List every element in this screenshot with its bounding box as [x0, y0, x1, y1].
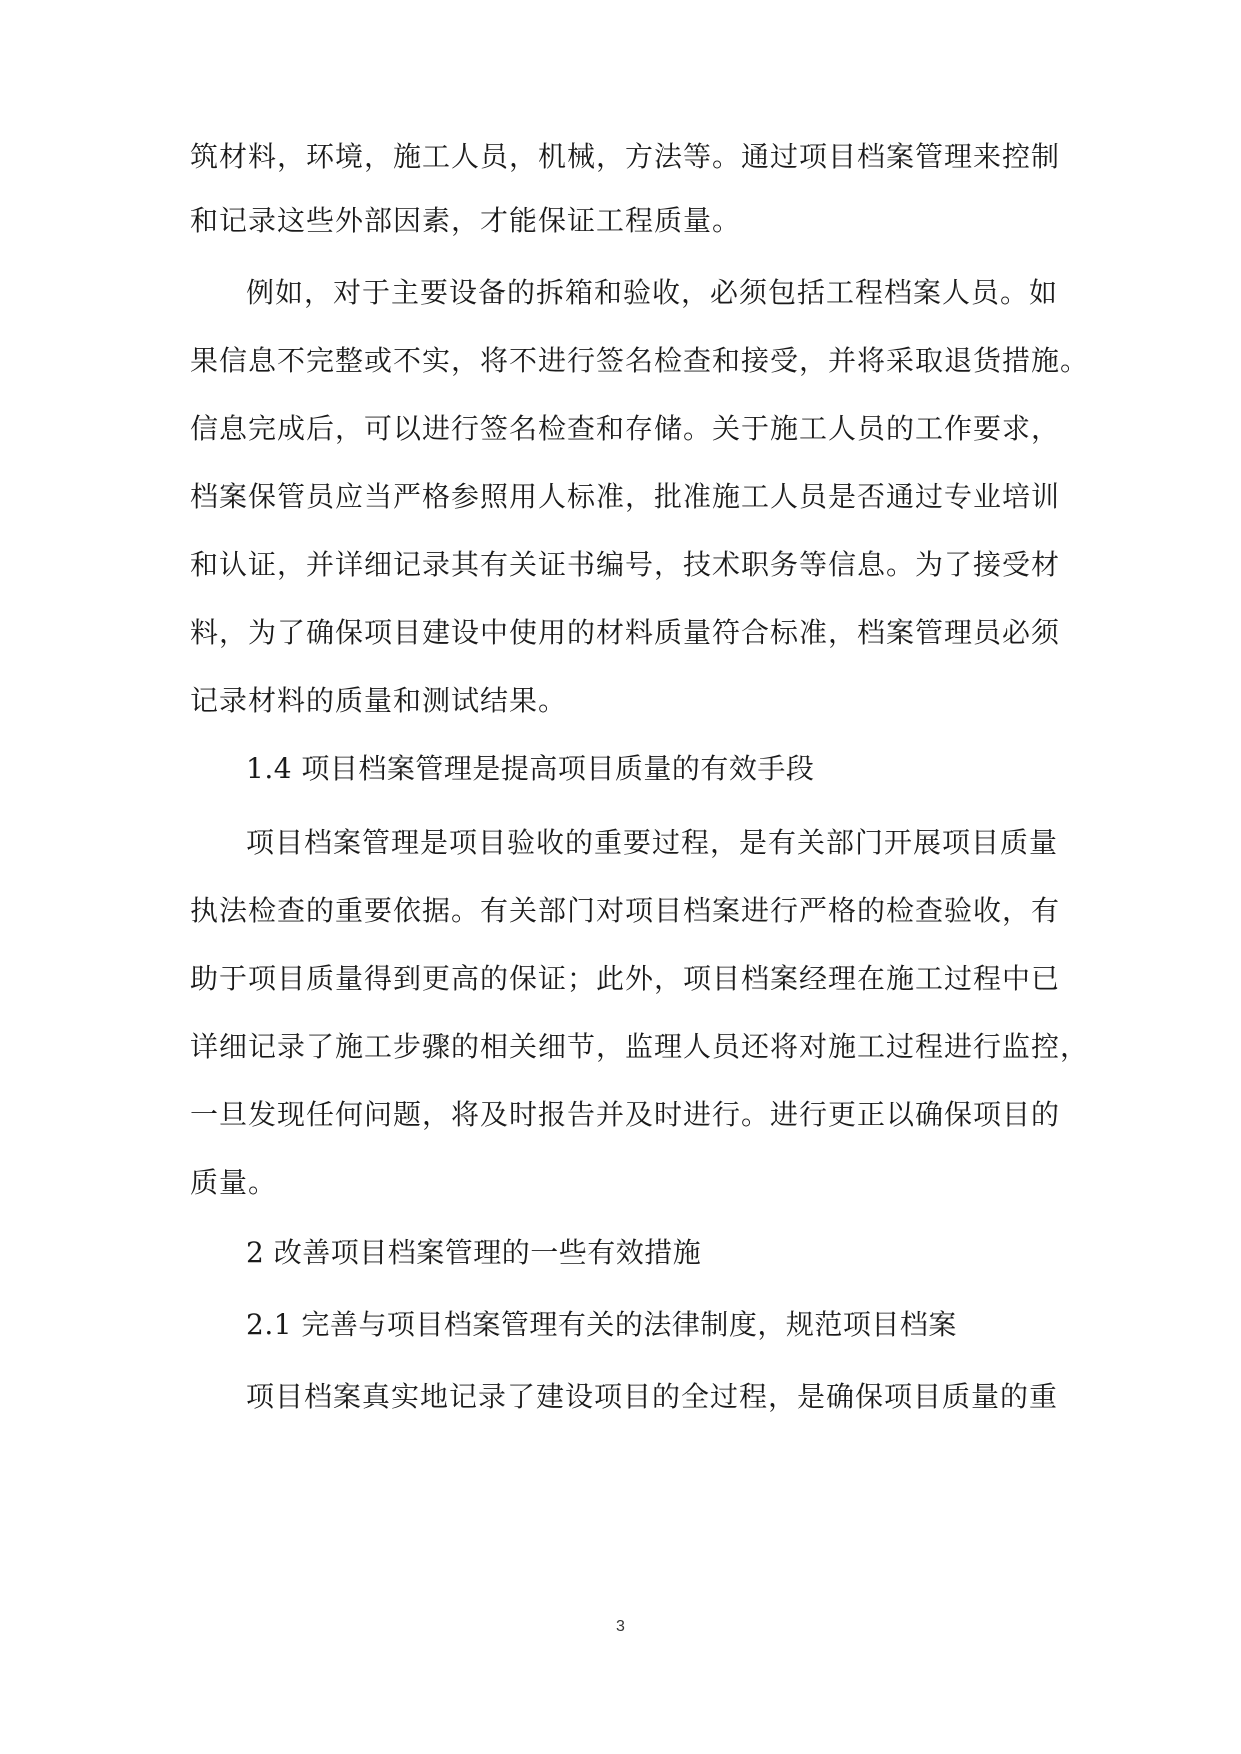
body-text-line: 例如，对于主要设备的拆箱和验收，必须包括工程档案人员。如 — [246, 276, 1059, 309]
body-text-line: 料，为了确保项目建设中使用的材料质量符合标准，档案管理员必须 — [190, 616, 1061, 649]
body-text-line: 果信息不完整或不实，将不进行签名检查和接受，并将采取退货措施。 — [190, 344, 1090, 377]
body-text-line: 档案保管员应当严格参照用人标准，批准施工人员是否通过专业培训 — [190, 480, 1061, 513]
section-heading-2: 2 改善项目档案管理的一些有效措施 — [246, 1236, 702, 1269]
body-text-line: 一旦发现任何问题，将及时报告并及时进行。进行更正以确保项目的 — [190, 1098, 1061, 1131]
body-text-line: 详细记录了施工步骤的相关细节，监理人员还将对施工过程进行监控， — [190, 1030, 1090, 1063]
body-text-line: 助于项目质量得到更高的保证；此外，项目档案经理在施工过程中已 — [190, 962, 1061, 995]
body-text-line: 筑材料，环境，施工人员，机械，方法等。通过项目档案管理来控制 — [190, 140, 1061, 173]
body-text-line: 项目档案管理是项目验收的重要过程，是有关部门开展项目质量 — [246, 826, 1059, 859]
body-text-line: 质量。 — [190, 1166, 278, 1199]
body-text-line: 记录材料的质量和测试结果。 — [190, 684, 568, 717]
page-number: 3 — [616, 1618, 625, 1635]
body-text-line: 和记录这些外部因素，才能保证工程质量。 — [190, 204, 742, 237]
section-heading-2-1: 2.1 完善与项目档案管理有关的法律制度，规范项目档案 — [246, 1308, 957, 1341]
body-text-line: 项目档案真实地记录了建设项目的全过程，是确保项目质量的重 — [246, 1380, 1059, 1413]
body-text-line: 和认证，并详细记录其有关证书编号，技术职务等信息。为了接受材 — [190, 548, 1061, 581]
body-text-line: 信息完成后，可以进行签名检查和存储。关于施工人员的工作要求， — [190, 412, 1061, 445]
body-text-line: 执法检查的重要依据。有关部门对项目档案进行严格的检查验收，有 — [190, 894, 1061, 927]
section-heading-1-4: 1.4 项目档案管理是提高项目质量的有效手段 — [246, 752, 815, 785]
